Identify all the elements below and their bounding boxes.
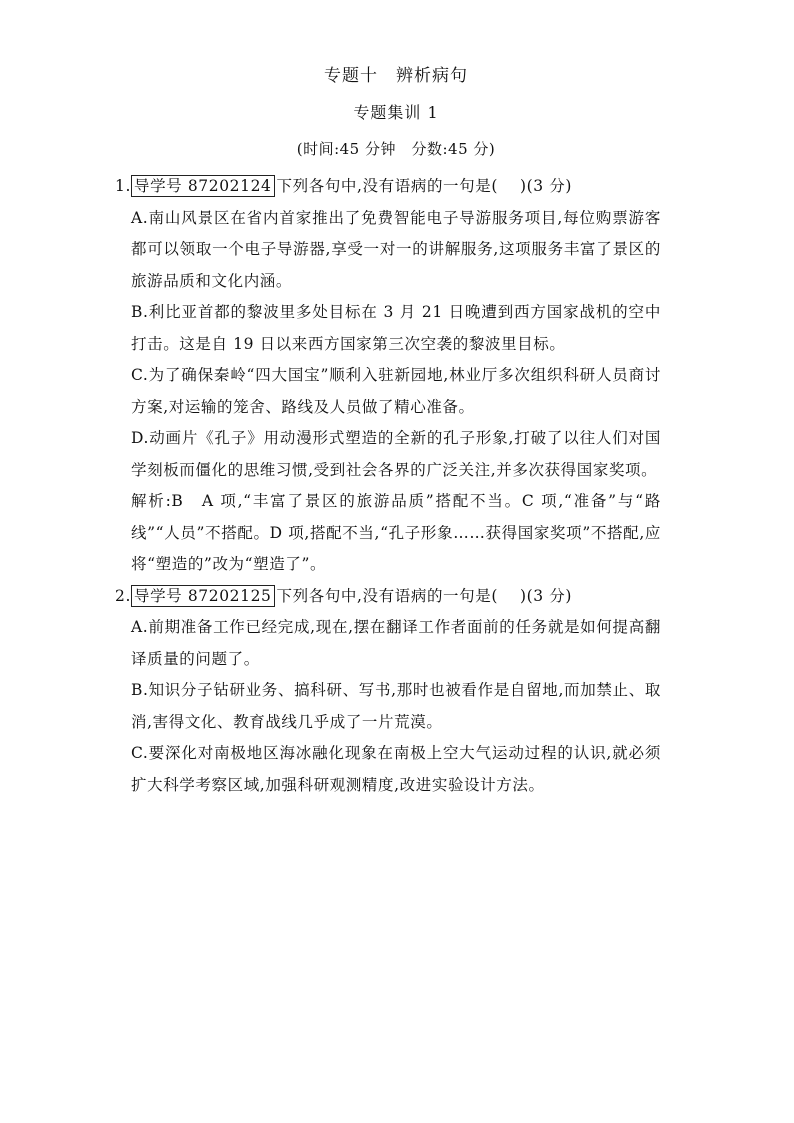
question-stem xyxy=(115,171,645,203)
exam-meta: (时间:45 分钟 分数:45 分) xyxy=(296,140,496,158)
option-c: C.为了确保秦岭“四大国宝”顺利入驻新园地,林业厅多次组织科研人员商讨方案,对运输的笼舍、路线及人员做了精心准备。 xyxy=(131,366,661,416)
analysis: 解析:B A 项,“丰富了景区的旅游品质”搭配不当。C 项,“准备”与“路线”“人员”不搭配。D 项,搭配不当,“孔子形象……获得国家奖项”不搭配,应将“塑造的”改为“塑造了”。 xyxy=(131,492,661,573)
question-score: )(3 分) xyxy=(520,586,573,605)
guide-code-box: 导学号 87202124 xyxy=(131,175,275,197)
page-title: 专题十 辨析病句 xyxy=(324,66,468,86)
option-a: A.南山风景区在省内首家推出了免费智能电子导游服务项目,每位购票游客都可以领取一个电子导游器,享受一对一的讲解服务,这项服务丰富了景区的旅游品质和文化内涵。 xyxy=(131,208,661,290)
question-text: 下列各句中,没有语病的一句是( xyxy=(276,586,499,605)
option-b: B.利比亚首都的黎波里多处目标在 3 月 21 日晚遭到西方国家战机的空中打击。这是自 19 日以来西方国家第三次空袭的黎波里目标。 xyxy=(131,303,661,353)
question-score: )(3 分) xyxy=(520,177,573,195)
question-number: 2. xyxy=(115,586,131,605)
page-subtitle: 专题集训 1 xyxy=(353,103,439,122)
question-2 xyxy=(115,581,661,802)
document-page xyxy=(115,66,661,801)
question-text: 下列各句中,没有语病的一句是( xyxy=(276,177,499,195)
option-a: A.前期准备工作已经完成,现在,摆在翻译工作者面前的任务就是如何提高翻译质量的问题了。 xyxy=(131,618,661,668)
question-number: 1. xyxy=(115,177,131,195)
guide-code-box: 导学号 87202125 xyxy=(131,585,275,607)
option-b: B.知识分子钻研业务、搞科研、写书,那时也被看作是自留地,而加禁止、取消,害得文化、教育战线几乎成了一片荒漠。 xyxy=(131,681,661,731)
option-c: C.要深化对南极地区海冰融化现象在南极上空大气运动过程的认识,就必须扩大科学考察区域,加强科研观测精度,改进实验设计方法。 xyxy=(131,744,661,794)
question-1 xyxy=(115,171,661,581)
option-d: D.动画片《孔子》用动漫形式塑造的全新的孔子形象,打破了以往人们对国学刻板而僵化的思维习惯,受到社会各界的广泛关注,并多次获得国家奖项。 xyxy=(131,429,661,479)
question-stem xyxy=(115,581,645,613)
